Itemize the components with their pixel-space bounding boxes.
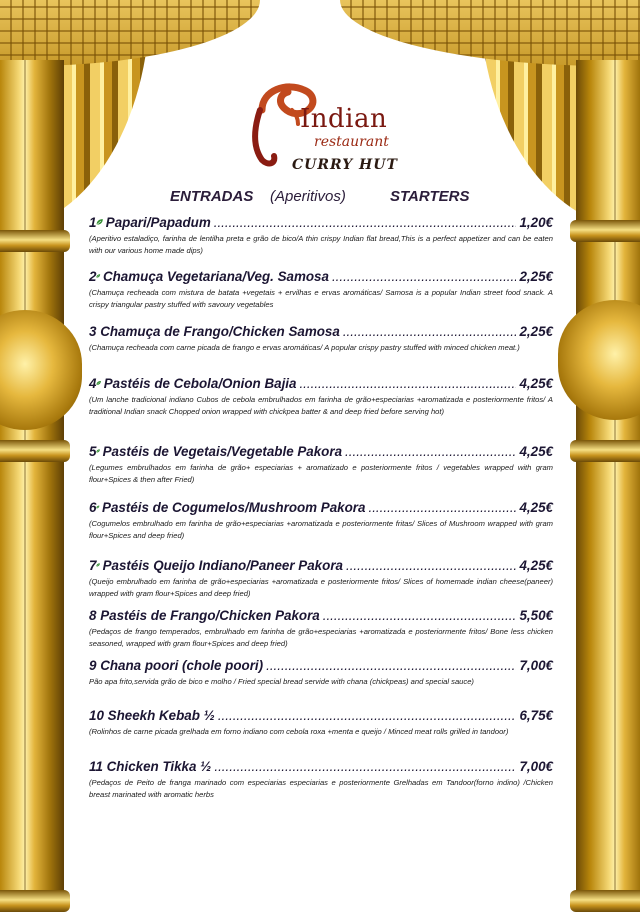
menu-item	[89, 268, 553, 323]
item-number: 11	[89, 759, 103, 774]
item-price: 2,25€	[519, 269, 553, 284]
item-number: 7	[89, 558, 97, 573]
vegetarian-leaf-icon	[96, 377, 101, 389]
menu-item	[89, 607, 553, 657]
menu-item	[89, 707, 553, 758]
item-price: 4,25€	[519, 376, 553, 391]
leader-dots	[214, 214, 517, 232]
item-name: Pastéis de Vegetais/Vegetable Pakora	[102, 444, 343, 459]
item-description: (Cogumelos embrulhado em farinha de grão+especiarias +aromatizada e posteriormente fritas/ Slices of Mushroom wrapped with gram flour+Spices and deep fried)	[89, 519, 553, 540]
pillar-left	[0, 60, 64, 906]
item-name: Chamuça de Frango/Chicken Samosa	[100, 324, 340, 339]
valance-right	[340, 0, 640, 66]
item-price: 4,25€	[519, 500, 553, 515]
leader-dots	[368, 499, 516, 517]
item-name: Pastéis de Cebola/Onion Bajia	[103, 376, 297, 391]
vegetarian-leaf-icon	[96, 501, 100, 513]
item-number: 5	[89, 444, 97, 459]
item-number: 6	[89, 500, 97, 515]
item-price: 7,00€	[519, 759, 553, 774]
menu-list	[89, 214, 553, 808]
menu-item	[89, 557, 553, 607]
item-description: (Chamuça recheada com carne picada de frango e ervas aromáticas/ A popular crispy pastry stuffed with minced chicken meat.)	[89, 343, 520, 352]
menu-item	[89, 323, 553, 375]
section-heading	[170, 188, 490, 205]
item-number: 4	[89, 376, 97, 391]
restaurant-tagline: CURRY HUT	[292, 157, 398, 173]
heading-entradas: ENTRADAS	[170, 188, 254, 205]
vegetarian-leaf-icon	[96, 445, 100, 457]
item-name: Chana poori (chole poori)	[100, 658, 264, 673]
leader-dots	[323, 607, 517, 625]
menu-item	[89, 758, 553, 808]
item-number: 1	[89, 215, 97, 230]
item-number: 3	[89, 324, 97, 339]
menu-item	[89, 657, 553, 707]
restaurant-subtitle: restaurant	[314, 134, 389, 150]
item-number: 8	[89, 608, 97, 623]
item-description: (Aperitivo estaladiço, farinha de lentilha preta e grão de bico/A thin crispy Indian flat bread,This is a perfect appetizer and can be eaten with our various home made dips)	[89, 234, 553, 255]
item-number: 10	[89, 708, 104, 723]
vegetarian-leaf-icon	[96, 270, 100, 282]
leader-dots	[343, 323, 517, 341]
vegetarian-leaf-icon	[96, 559, 100, 571]
item-description: (Rolinhos de carne picada grelhada em forno indiano com cebola roxa +menta e queijo / Minced meat rolls grilled in tandoor)	[89, 727, 509, 736]
item-name: Pastéis de Frango/Chicken Pakora	[100, 608, 320, 623]
item-description: (Pedaços de Peito de franga marinado com especiarias especiarias e posteriormente Grelhadas em Tandoor(forno indino) /Chicken breast marinated with aromatic herbs	[89, 778, 553, 799]
item-price: 7,00€	[519, 658, 553, 673]
leader-dots	[214, 758, 516, 776]
menu-item	[89, 375, 553, 443]
item-name: Sheekh Kebab ½	[107, 708, 215, 723]
restaurant-name: Indian	[300, 104, 388, 134]
item-price: 4,25€	[519, 444, 553, 459]
item-price: 1,20€	[519, 215, 553, 230]
item-name: Chamuça Vegetariana/Veg. Samosa	[102, 269, 329, 284]
item-price: 4,25€	[519, 558, 553, 573]
item-description: (Pedaços de frango temperados, embrulhado em farinha de grão+especiarias +aromatizada e posteriormente fritos/ Bone less chicken seasoned, wrapped with gram flour+Spices and deep fried)	[89, 627, 553, 648]
item-description: (Queijo embrulhado em farinha de grão+especiarias +aromatizada e posteriormente fritos/ Slices of homemade indian cheese(paneer) wrapped with gram flour+Spices and deep fried)	[89, 577, 553, 598]
item-name: Chicken Tikka ½	[106, 759, 212, 774]
menu-item	[89, 443, 553, 499]
heading-aperitivos: (Aperitivos)	[270, 188, 346, 205]
item-number: 9	[89, 658, 97, 673]
menu-item	[89, 214, 553, 268]
item-description: Pão apa frito,servida grão de bico e molho / Fried special bread servide with chana (chickpeas) and special sauce)	[89, 677, 474, 686]
leader-dots	[266, 657, 516, 675]
item-name: Papari/Papadum	[105, 215, 211, 230]
vegetarian-leaf-icon	[96, 216, 103, 228]
item-description: (Legumes embrulhados em farinha de grão+ especiarias + aromatizado e posteriormente fritos / vegetables wrapped with gram flour+Spices & then after Fried)	[89, 463, 553, 484]
leader-dots	[299, 375, 516, 393]
heading-starters: STARTERS	[390, 188, 470, 205]
leader-dots	[332, 268, 517, 286]
item-description: (Chamuça recheada com mistura de batata +vegetais + ervilhas e ervas aromáticas/ Samosa is a popular Indian street food snack. A crispy triangular pastry stuffed with savoury vegetables	[89, 288, 553, 309]
item-price: 6,75€	[519, 708, 553, 723]
item-name: Pastéis de Cogumelos/Mushroom Pakora	[102, 500, 366, 515]
item-name: Pastéis Queijo Indiano/Paneer Pakora	[102, 558, 343, 573]
valance-left	[0, 0, 260, 66]
leader-dots	[218, 707, 517, 725]
menu-item	[89, 499, 553, 557]
pillar-right	[576, 60, 640, 906]
item-price: 2,25€	[519, 324, 553, 339]
item-description: (Um lanche tradicional indiano Cubos de cebola embrulhados em farinha de grão+especiarias +aromatizada e posteriormente fritos/ A traditional Indian snack Chopped onion wrapped with chickpea batter & and deep fried before serving hot)	[89, 395, 553, 416]
leader-dots	[346, 557, 517, 575]
item-number: 2	[89, 269, 97, 284]
leader-dots	[345, 443, 516, 461]
item-price: 5,50€	[519, 608, 553, 623]
